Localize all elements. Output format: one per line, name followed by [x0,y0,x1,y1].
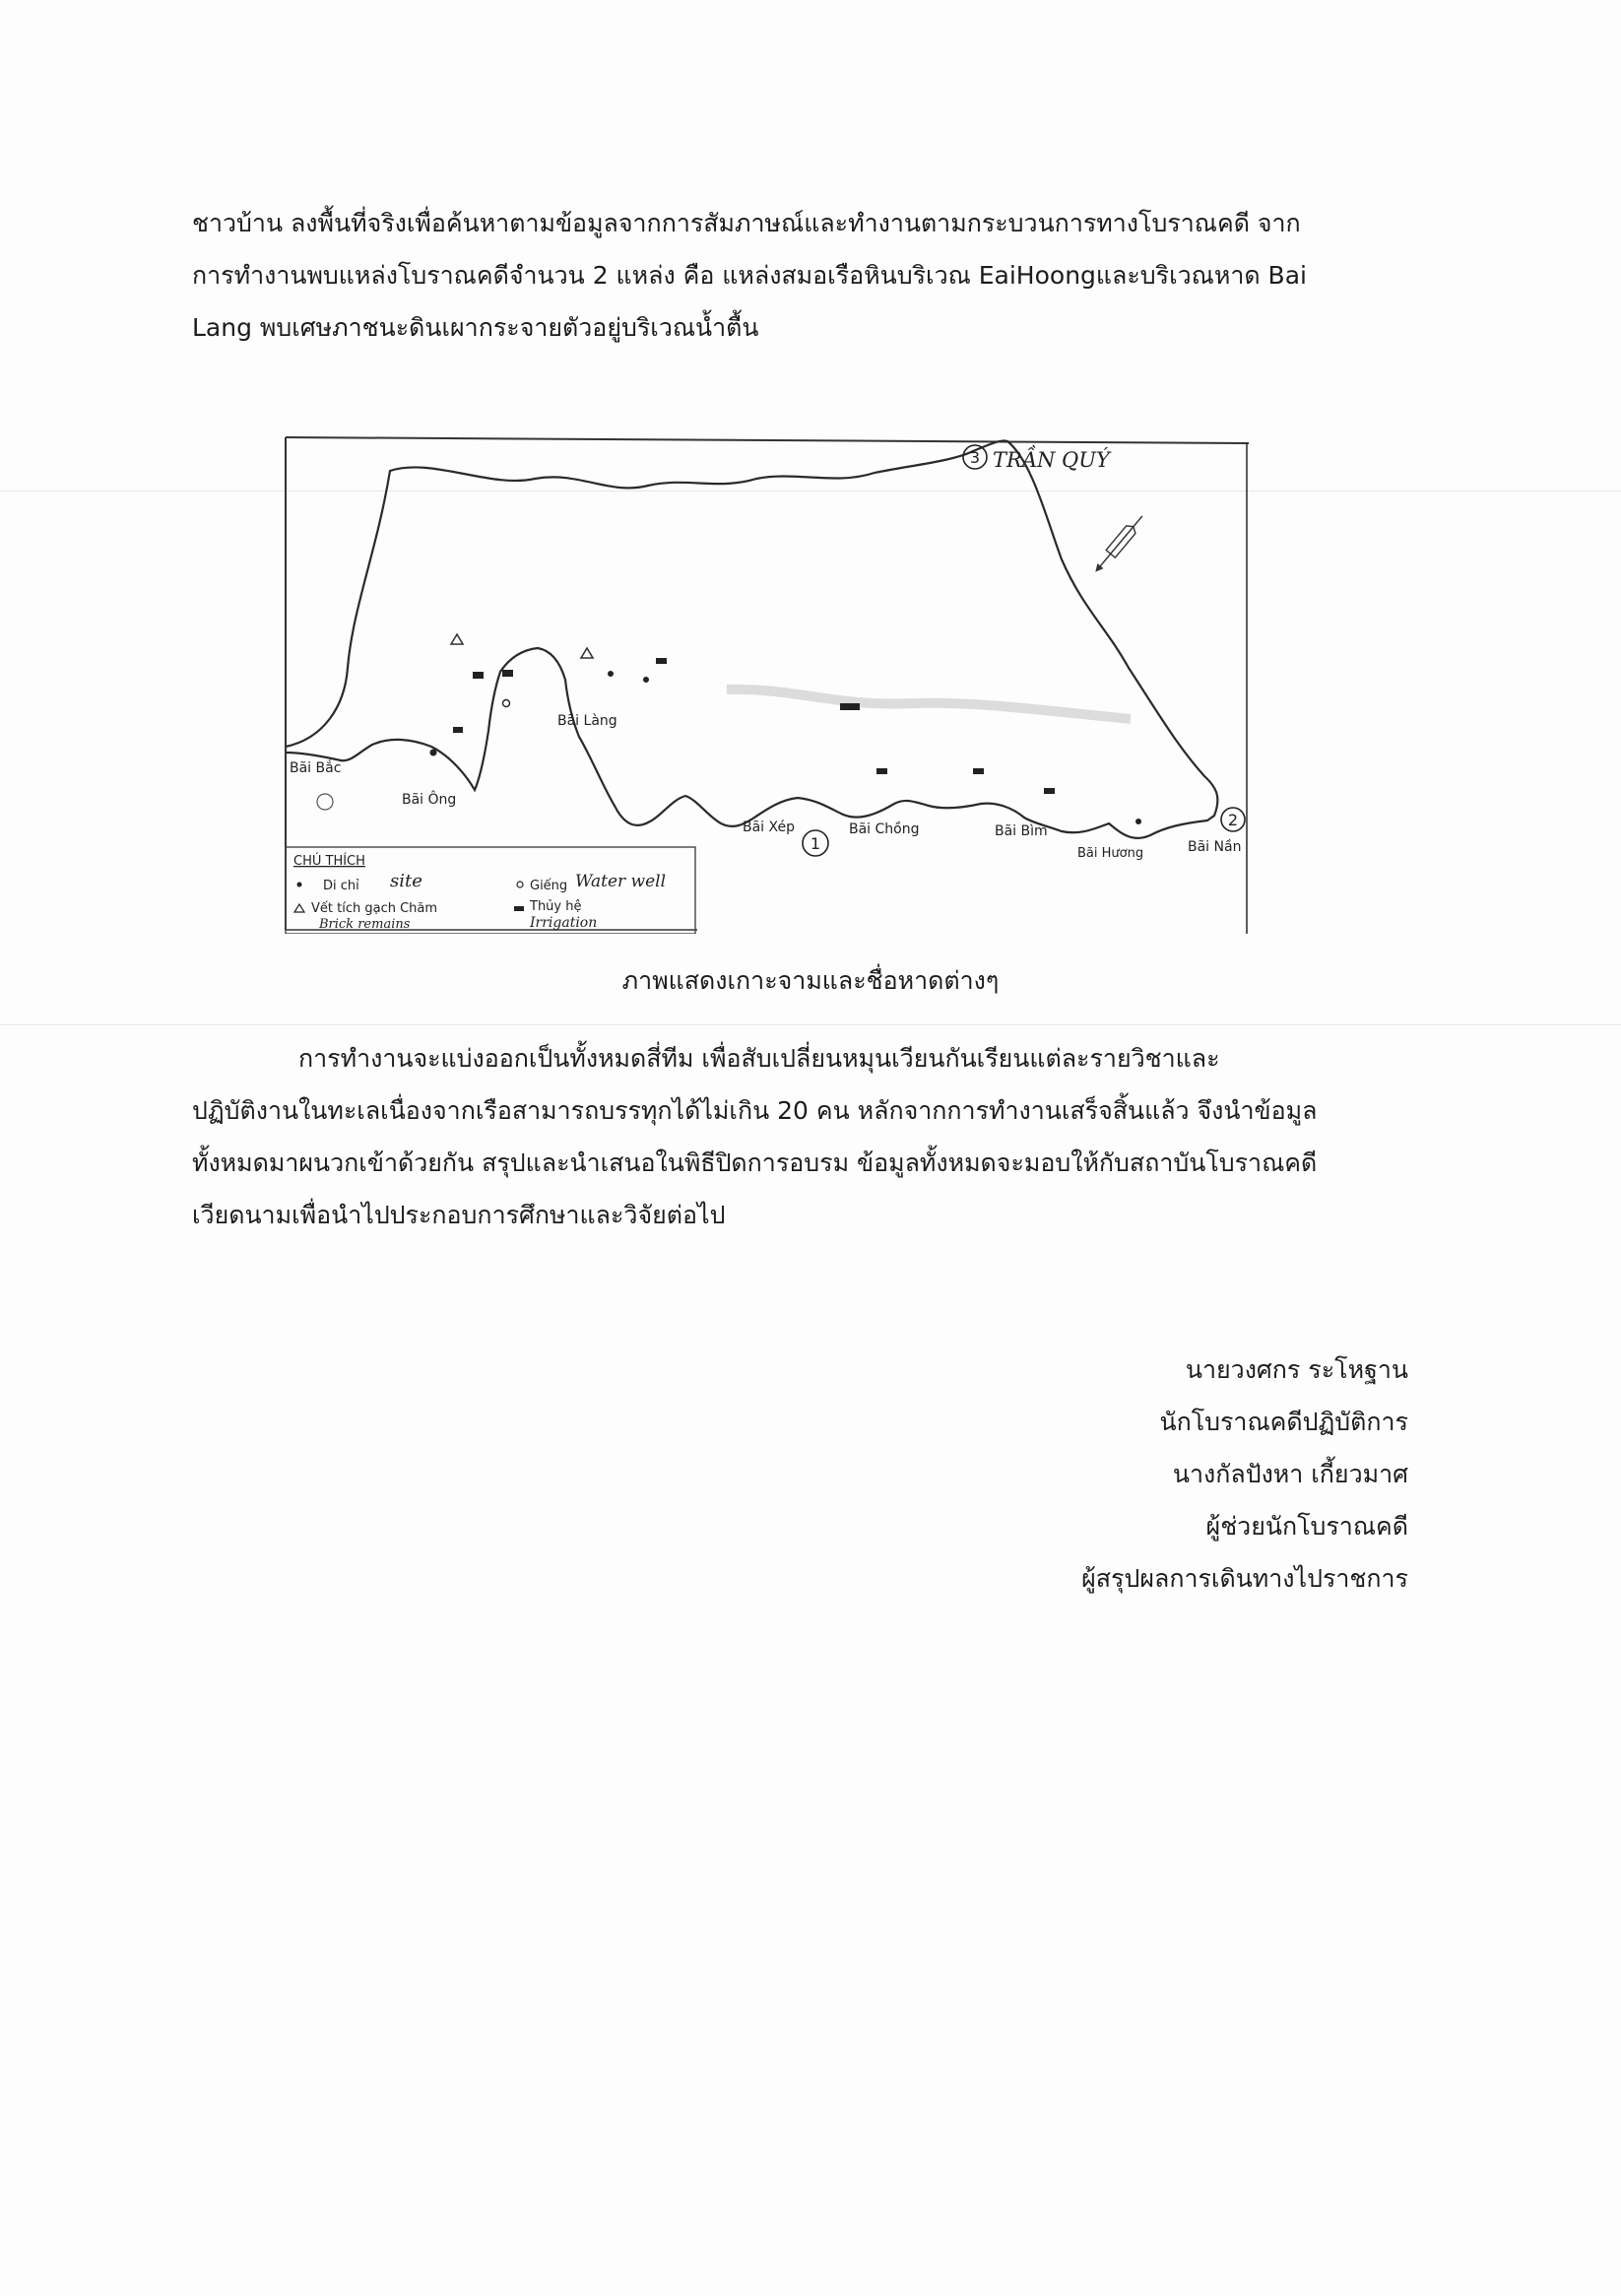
legend-brick-vn: Vết tích gạch Chăm [311,901,438,916]
legend-brick-en: Brick remains [319,917,411,932]
beach-label-bai-huong: Bãi Hương [1077,846,1144,861]
signatory-name-1: นายวงศกร ระโหฐาน [1185,1355,1408,1384]
marker-two: 2 [1227,811,1239,829]
legend-irrigation-symbol [514,906,524,911]
beach-label-bai-lang: Bãi Làng [557,713,617,729]
map-drawing [284,431,1249,934]
legend-well-symbol [517,882,523,887]
marker-three: 3 [969,448,981,467]
legend-brick-symbol [294,904,304,912]
legend-irrigation-vn: Thủy hệ [530,899,582,914]
site-marker [430,750,437,756]
paragraph-line: ทั้งหมดมาผนวกเข้าด้วยกัน สรุปและนำเสนอในพิธีปิดการอบรม ข้อมูลทั้งหมดจะมอบให้กับสถาบันโบราณคดี [192,1148,1318,1177]
scan-fold-line [0,1024,1621,1025]
irrigation-marker [1044,788,1055,794]
shaded-area [727,689,1131,719]
beach-label-bai-ong: Bãi Ông [402,792,457,808]
paragraph-line: Lang พบเศษภาชนะดินเผากระจายตัวอยู่บริเวณน้ำตื้น [192,313,759,342]
paragraph-2 [192,1032,1418,1241]
irrigation-marker [502,670,513,677]
beach-label-bai-nan: Bãi Nần [1188,839,1242,855]
legend-well-en: Water well [575,872,667,891]
signatory-title-1: นักโบราณคดีปฏิบัติการ [1159,1408,1408,1436]
anchor-icon [317,794,333,810]
legend-title: CHÚ THÍCH [293,854,365,869]
legend-irrigation-en: Irrigation [530,915,598,931]
island-coastline [286,440,1217,837]
site-marker [643,677,649,683]
paragraph-1 [192,197,1418,354]
irrigation-marker [453,727,463,733]
irrigation-marker [973,768,984,774]
map-frame-top [286,437,1249,443]
legend-site-vn: Di chỉ [323,879,359,893]
site-marker [1135,819,1141,824]
cham-island-map [284,431,1249,934]
figure-caption: ภาพแสดงเกาะจามและชื่อหาดต่างๆ [621,966,1000,995]
legend-well-vn: Giếng [530,879,568,893]
site-marker [608,671,614,677]
brick-remains-marker [581,648,593,658]
signature-block [1081,1344,1408,1605]
paragraph-line: ชาวบ้าน ลงพื้นที่จริงเพื่อค้นหาตามข้อมูลจากการสัมภาษณ์และทำงานตามกระบวนการทางโบราณคดี จาก [192,209,1301,237]
brick-remains-marker [451,634,463,644]
marker-one: 1 [810,834,821,853]
irrigation-marker [876,768,887,774]
irrigation-marker [656,658,667,664]
well-marker [503,700,510,707]
beach-label-bai-bac: Bãi Bắc [290,760,342,776]
irrigation-marker [840,703,860,710]
tran-quy-label: TRẦN QUÝ [993,448,1110,472]
beach-label-bai-bim: Bãi Bìm [995,823,1048,839]
legend-site-en: site [390,871,422,891]
paragraph-line: การทำงานจะแบ่งออกเป็นทั้งหมดสี่ทีม เพื่อสับเปลี่ยนหมุนเวียนกันเรียนแต่ละรายวิชาและ [298,1044,1220,1073]
paragraph-line: เวียดนามเพื่อนำไปประกอบการศึกษาและวิจัยต่อไป [192,1201,726,1229]
irrigation-marker [473,672,484,679]
signatory-title-2: ผู้ช่วยนักโบราณคดี [1205,1512,1408,1541]
legend-site-symbol [297,883,302,887]
signatory-role: ผู้สรุปผลการเดินทางไปราชการ [1081,1564,1408,1593]
beach-label-bai-chong: Bãi Chồng [849,821,920,837]
beach-label-bai-xep: Bãi Xép [743,820,795,835]
signatory-name-2: นางกัลปังหา เกี้ยวมาศ [1172,1460,1408,1488]
compass-icon [1091,512,1147,575]
paragraph-line: ปฏิบัติงานในทะเลเนื่องจากเรือสามารถบรรทุกได้ไม่เกิน 20 คน หลักจากการทำงานเสร็จสิ้นแล้ว จึงนำข้อมูล [192,1096,1318,1125]
paragraph-line: การทำงานพบแหล่งโบราณคดีจำนวน 2 แหล่ง คือ แหล่งสมอเรือหินบริเวณ EaiHoongและบริเวณหาด Bai [192,261,1307,290]
